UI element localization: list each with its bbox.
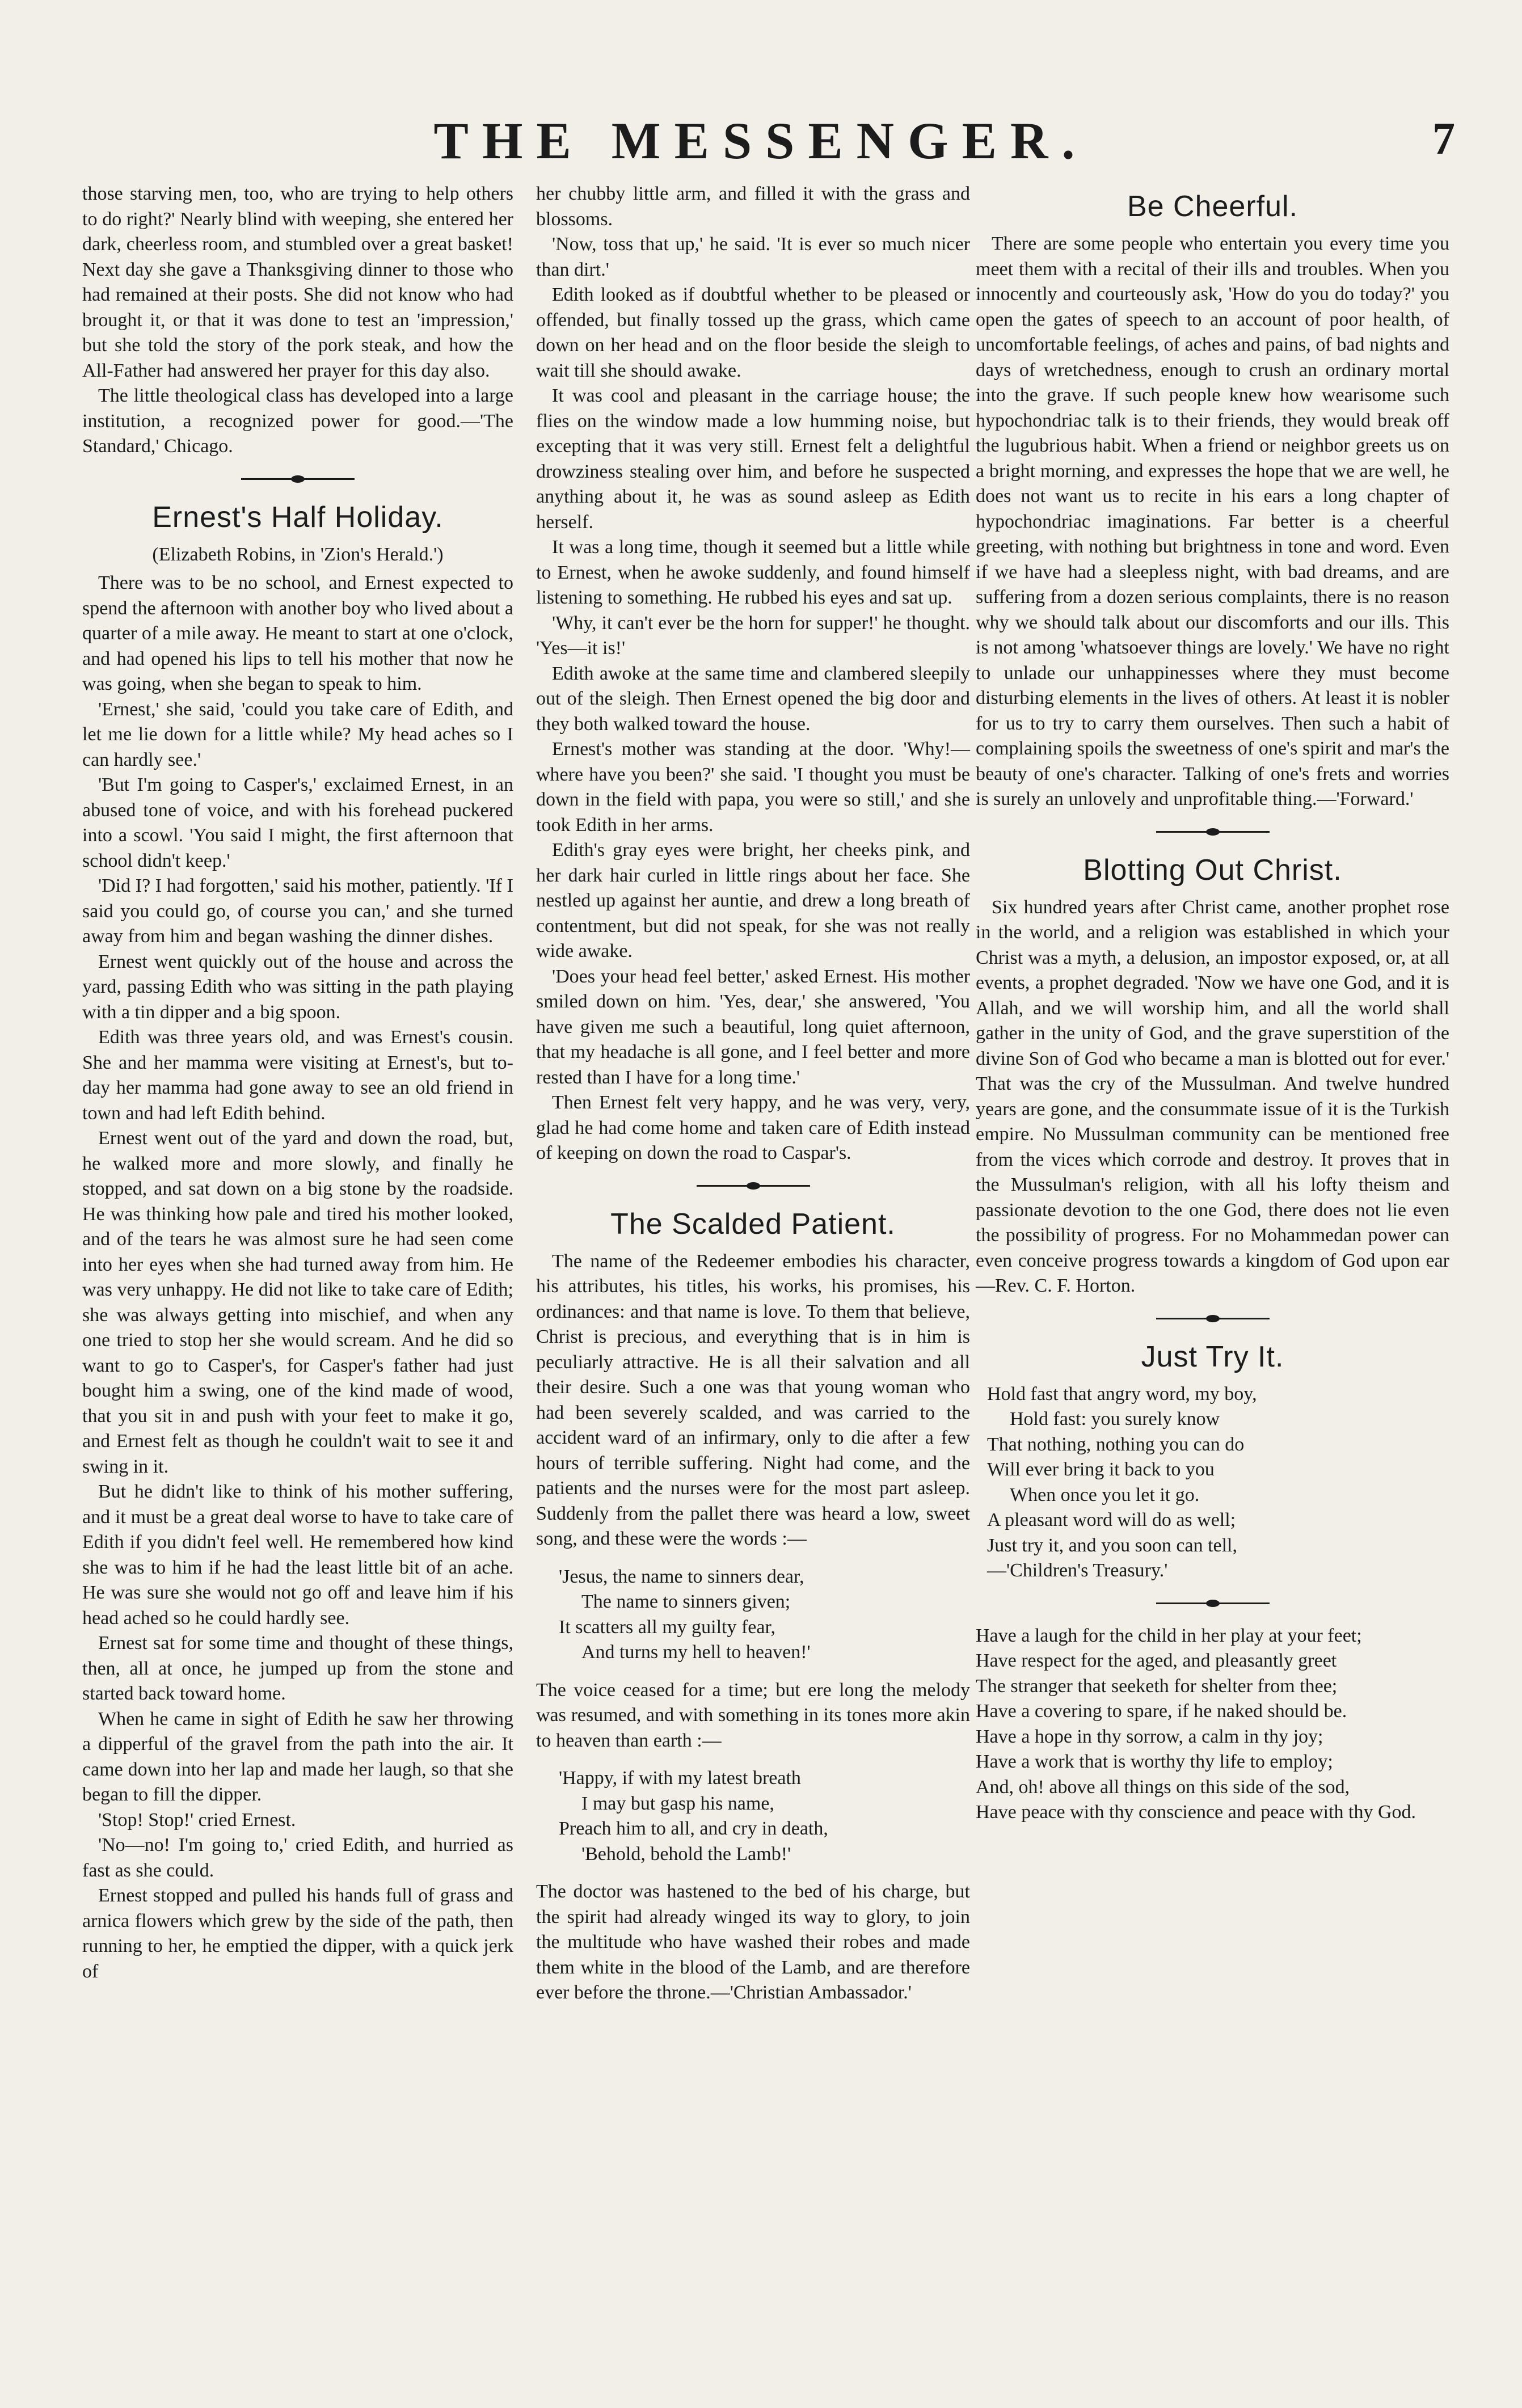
- poem-line: Have a covering to spare, if he naked should be.: [976, 1701, 1347, 1722]
- paragraph: It was a long time, though it seemed but a little while to Ernest, when he awoke suddenly, and found himself listening to something. He rubbed his eyes and sat up.: [536, 537, 970, 608]
- poem-line: Have respect for the aged, and pleasantly greet: [976, 1650, 1337, 1671]
- paragraph: Then Ernest felt very happy, and he was very, very, glad he had come home and taken care of Edith instead of keeping on down the road to Caspar's.: [536, 1092, 970, 1163]
- paragraph: Edith's gray eyes were bright, her cheeks pink, and her dark hair curled in little rings about her face. She nestled up against her auntie, and drew a long breath of contentment, but did not speak, for she was not really wide awake.: [536, 840, 970, 961]
- article-headline: Ernest's Half Holiday.: [152, 500, 444, 534]
- section-divider: [697, 1180, 810, 1191]
- poem-line: A pleasant word will do as well;: [987, 1509, 1236, 1530]
- paragraph: When he came in sight of Edith he saw her throwing a dipperful of the gravel from the path into the air. It came down into her lap and made her laugh, so that she began to fill the dipper.: [82, 1708, 513, 1805]
- verse-line: It scatters all my guilty fear,: [559, 1616, 775, 1638]
- paragraph: 'Does your head feel better,' asked Ernest. His mother smiled down on him. 'Yes, dear,' she answered, 'You have given me such a beautiful, long quiet afternoon, that my headache is all gone, and I feel better and more rested than I have for a long time.': [536, 965, 970, 1088]
- paragraph: 'Now, toss that up,' he said. 'It is ever so much nicer than dirt.': [536, 234, 970, 280]
- verse-line: And turns my hell to heaven!': [581, 1642, 811, 1663]
- poem-line: Just try it, and you soon can tell,: [987, 1534, 1238, 1556]
- paragraph: Ernest sat for some time and thought of these things, then, all at once, he jumped up from the stone and started back toward home.: [82, 1633, 513, 1704]
- verse-line: The name to sinners given;: [581, 1591, 791, 1612]
- poem-line: And, oh! above all things on this side of the sod,: [976, 1776, 1350, 1798]
- poem-line: That nothing, nothing you can do: [987, 1433, 1245, 1455]
- page-number: 7: [1432, 114, 1455, 164]
- paragraph: 'No—no! I'm going to,' cried Edith, and hurried as fast as she could.: [82, 1835, 513, 1881]
- paragraph: 'Why, it can't ever be the horn for supper!' he thought. 'Yes—it is!': [536, 612, 970, 659]
- paragraph: Ernest went out of the yard and down the road, but, he walked more and more slowly, and finally he stopped, and sat down on a big stone by the roadside. He was thinking how pale and tired his mother looked, and of the tears he was almost sure he had seen come into her eyes when she had turned away from him. He was very unhappy. He did not like to take care of Edith; she was always getting into mischief, and when any one tried to stop her she would scream. And he did so want to go to Casper's, for Casper's father had just bought him a swing, one of the kind made of wood, that you sit in and push with your feet to make it go, and Ernest felt as though he couldn't wait to see it and swing in it.: [82, 1128, 513, 1477]
- column-1: [82, 182, 513, 2385]
- paragraph: The doctor was hastened to the bed of his charge, but the spirit had already winged its way to glory, to join the multitude who have washed their robes and made them white in the blood of the Lamb, and are therefore ever before the throne.—'Christian Ambassador.': [536, 1881, 970, 2003]
- section-divider: [1156, 1313, 1270, 1324]
- couplet-poem: [976, 1623, 1449, 1825]
- article-headline: Blotting Out Christ.: [1083, 853, 1342, 887]
- poem-line: Have a hope in thy sorrow, a calm in thy joy;: [976, 1726, 1323, 1747]
- verse-line: 'Behold, behold the Lamb!': [581, 1843, 791, 1865]
- article-headline: The Scalded Patient.: [610, 1207, 896, 1241]
- poem-line: The stranger that seeketh for shelter from thee;: [976, 1675, 1338, 1697]
- section-divider: [1156, 826, 1270, 837]
- verse-line: I may but gasp his name,: [581, 1793, 774, 1814]
- paragraph: There was to be no school, and Ernest expected to spend the afternoon with another boy who lived about a quarter of a mile away. He meant to start at one o'clock, and had opened his lips to tell his mother that now he was going, when she began to speak to him.: [82, 572, 513, 694]
- paragraph: The voice ceased for a time; but ere long the melody was resumed, and with something in its tones more akin to heaven than earth :—: [536, 1679, 970, 1751]
- paragraph: Ernest stopped and pulled his hands full of grass and arnica flowers which grew by the side of the path, then running to her, he emptied the dipper, with a quick jerk of: [82, 1885, 513, 1982]
- paragraph: Ernest went quickly out of the house and across the yard, passing Edith who was sitting in the path playing with a tin dipper and a big spoon.: [82, 951, 513, 1023]
- poem-line: Have a work that is worthy thy life to employ;: [976, 1751, 1333, 1772]
- paragraph: It was cool and pleasant in the carriage house; the flies on the window made a low humming noise, but excepting that it was very still. Ernest felt a delightful drowziness stealing over him, and before he suspected anything about it, he was as sound asleep as Edith herself.: [536, 385, 970, 533]
- hymn-verse: [559, 1766, 970, 1867]
- paragraph: The little theological class has developed into a large institution, a recognized power for good.—'The Standard,' Chicago.: [82, 385, 513, 457]
- poem-line: Hold fast: you surely know: [1010, 1408, 1220, 1429]
- poem-line: Have peace with thy conscience and peace with thy God.: [976, 1802, 1416, 1823]
- paragraph: Ernest's mother was standing at the door. 'Why!—where have you been?' she said. 'I thought you must be down in the field with papa, you were so still,' and she took Edith in her arms.: [536, 739, 970, 836]
- paragraph: Edith looked as if doubtful whether to be pleased or offended, but finally tossed up the grass, which came down on her head and on the floor beside the sleigh to wait till she should awake.: [536, 284, 970, 381]
- verse-line: 'Happy, if with my latest breath: [559, 1768, 801, 1789]
- section-divider: [1156, 1597, 1270, 1609]
- verse-line: 'Jesus, the name to sinners dear,: [559, 1566, 804, 1587]
- article-headline: Just Try It.: [1141, 1340, 1284, 1373]
- poem-line: Will ever bring it back to you: [987, 1459, 1215, 1480]
- poem-line: When once you let it go.: [1010, 1484, 1200, 1505]
- paragraph: Edith awoke at the same time and clambered sleepily out of the sleigh. Then Ernest opened the big door and they both walked toward the house.: [536, 663, 970, 735]
- paragraph: 'But I'm going to Casper's,' exclaimed Ernest, in an abused tone of voice, and with his forehead puckered into a scowl. 'You said I might, the first afternoon that school didn't keep.': [82, 774, 513, 871]
- paragraph: Edith was three years old, and was Ernest's cousin. She and her mamma were visiting at Ernest's, but to-day her mamma had gone away to see an old friend in town and had left Edith behind.: [82, 1027, 513, 1124]
- column-3: [976, 182, 1449, 2385]
- paragraph: 'Stop! Stop!' cried Ernest.: [98, 1809, 296, 1831]
- article-byline: (Elizabeth Robins, in 'Zion's Herald.'): [152, 543, 444, 565]
- paragraph: 'Ernest,' she said, 'could you take care of Edith, and let me lie down for a little while? My head aches so I can hardly see.': [82, 698, 513, 770]
- paragraph: But he didn't like to think of his mother suffering, and it must be a great deal worse to have to take care of Edith if you didn't feel well. He remembered how kind she was to him if he had the least little bit of an ache. He was sure she would not go off and leave him if his head ached so he could hardly see.: [82, 1481, 513, 1629]
- paragraph: There are some people who entertain you every time you meet them with a recital of their ills and troubles. When you innocently and courteously ask, 'How do you do today?' you open the gates of speech to an account of poor health, of uncomfortable feelings, of aches and pains, of bad nights and days of wretchedness, enough to crush an ordinary mortal into the grave. If such people knew how wearisome such hypochondriac talk is to their friends, they would break off the lugubrious habit. When a friend or neighbor greets us on a bright morning, and expresses the hope that we are well, he does not want us to recite in his ears a long chapter of hypochondriac imaginations. Far better is a cheerful greeting, with nothing but brightness in tone and word. Even if we have had a sleepless night, with bad dreams, and are suffering from a dozen serious complaints, there is no reason why we should talk about our discomforts and our ills. This is not among 'whatsoever things are lovely.' We have no right to unlade our unhappinesses where they must become disturbing elements in the lives of others. At least it is nobler for us to try to carry them ourselves. Then such a habit of complaining spoils the sweetness of one's spirit and mar's the beauty of one's character. Talking of one's frets and worries is surely an unlovely and unprofitable thing.—'Forward.': [976, 233, 1449, 809]
- paragraph: The name of the Redeemer embodies his character, his attributes, his titles, his works, his promises, his ordinances: and that name is love. To them that believe, Christ is precious, and everything that is in him is peculiarly attractive. He is all their salvation and all their desire. Such a one was that young woman who had been severely scalded, and was carried to the accident ward of an infirmary, only to die after a few hours of terrible suffering. Night had come, and the patients and the nurses were for the most part asleep. Suddenly from the pallet there was heard a low, sweet song, and these were the words :—: [536, 1250, 970, 1549]
- hymn-verse: [559, 1564, 970, 1665]
- paragraph: her chubby little arm, and filled it with the grass and blossoms.: [536, 183, 970, 230]
- section-divider: [241, 473, 355, 484]
- article-headline: Be Cheerful.: [1127, 190, 1298, 223]
- paragraph: 'Did I? I had forgotten,' said his mother, patiently. 'If I said you could go, of course you can,' and she turned away from him and began washing the dinner dishes.: [82, 875, 513, 947]
- verse-line: Preach him to all, and cry in death,: [559, 1818, 828, 1839]
- poem-line: Have a laugh for the child in her play at your feet;: [976, 1625, 1362, 1646]
- masthead-title: THE MESSENGER.: [433, 112, 1089, 170]
- column-2: [536, 182, 970, 2385]
- poem-line: —'Children's Treasury.': [987, 1560, 1168, 1581]
- paragraph: Six hundred years after Christ came, another prophet rose in the world, and a religion was established in which your Christ was a myth, a delusion, an impostor exposed, or, at all events, a prophet degraded. 'Now we have one God, and it is Allah, and we will worship him, and all the world shall gather in the unity of God, and the grave superstition of the divine Son of God who became a man is blotted out for ever.' That was the cry of the Mussulman. And twelve hundred years are gone, and the consummate issue of it is the Turkish empire. No Mussulman community can be mentioned free from the vices which corrode and destroy. It proves that in the Mussulman's religion, with all his lofty theism and passionate devotion to the one God, there does not lie even the possibility of progress. For no Mohammedan power can even conceive progress towards a kingdom of God upon ear —Rev. C. F. Horton.: [976, 896, 1449, 1296]
- paragraph: those starving men, too, who are trying to help others to do right?' Nearly blind with weeping, she entered her dark, cheerless room, and stumbled over a great basket! Next day she gave a Thanksgiving dinner to those who had remained at their posts. She did not know who had brought it, or that it was done to test an 'impression,' but she told the story of the pork steak, and how the All-Father had answered her prayer for this day also.: [82, 183, 513, 381]
- poem-line: Hold fast that angry word, my boy,: [987, 1383, 1257, 1405]
- poem: [987, 1382, 1449, 1584]
